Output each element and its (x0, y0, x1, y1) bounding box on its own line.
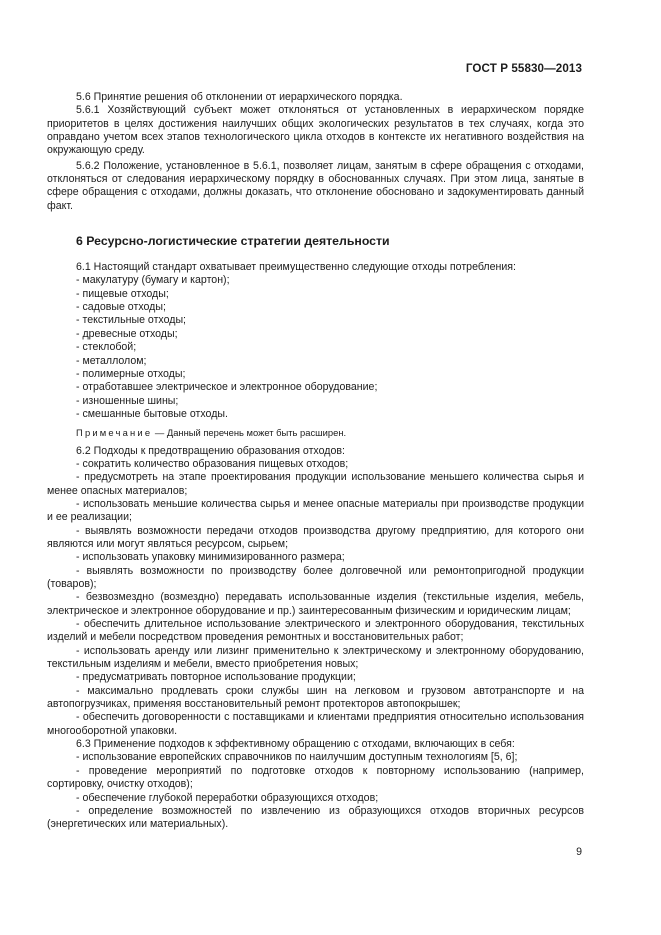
clause-6-2: 6.2 Подходы к предотвращению образования отходов: (76, 444, 345, 457)
clause-5-6-2: 5.6.2 Положение, установленное в 5.6.1, позволяет лицам, занятым в сфере обращения с отходами, отклоняться от следования иерархическому порядку в обоснованных случаях. При этом лица, занятые в сфере обращения с отходами, должны доказать, что отклонение обосновано и задокументировать данный факт. (47, 159, 584, 212)
prevention-item: - безвозмездно (возмездно) передавать использованные изделия (текстильные изделия, мебель, электрическое и электронное оборудование и пр.) заинтересованным физическим и юридическим лицам; (47, 591, 584, 617)
clause-5-6-1: 5.6.1 Хозяйствующий субъект может отклоняться от установленных в иерархическом порядке приоритетов в целях достижения наилучших общих экологических результатов в тех случаях, когда это оправдано учетом всех этапов технологического цикла отходов в контексте их негативного воздействия на окружающую среду. (47, 104, 584, 157)
waste-list (47, 274, 584, 421)
waste-item: - полимерные отходы; (76, 367, 186, 380)
management-item: - использование европейских справочников по наилучшим доступным технологиям [5, 6]; (76, 751, 518, 764)
waste-item: - макулатуру (бумагу и картон); (76, 274, 230, 287)
management-item: - определение возможностей по извлечению из образующихся отходов вторичных ресурсов (энергетических или материальных). (47, 804, 584, 831)
waste-item: - стеклобой; (76, 341, 137, 354)
waste-item: - металлолом; (76, 354, 147, 367)
clause-6-1: 6.1 Настоящий стандарт охватывает преимущественно следующие отходы потребления: (76, 261, 516, 274)
section-6-heading: 6 Ресурсно-логистические стратегии деятельности (76, 234, 390, 249)
waste-item: - отработавшее электрическое и электронное оборудование; (76, 381, 378, 394)
waste-item: - смешанные бытовые отходы. (76, 407, 228, 420)
management-list (47, 751, 584, 831)
prevention-item: - обеспечить длительное использование электрического и электронного оборудования, текстильных изделий и мебели посредством проведения ремонтных и восстановительных работ; (47, 618, 584, 644)
waste-item: - древесные отходы; (76, 327, 178, 340)
note (47, 426, 584, 439)
management-item: - обеспечение глубокой переработки образующихся отходов; (76, 791, 379, 804)
prevention-item: - сократить количество образования пищевых отходов; (76, 457, 349, 470)
waste-item: - пищевые отходы; (76, 287, 169, 300)
prevention-item: - использовать аренду или лизинг применительно к электрическому и электронному оборудованию, текстильным изделиям и мебели, вместо приобретения новых; (47, 644, 584, 671)
prevention-item: - предусмотреть на этапе проектирования продукции использование меньшего количества сырья и менее опасных материалов; (47, 471, 584, 497)
page-content (47, 91, 584, 832)
standard-number: ГОСТ Р 55830—2013 (465, 62, 582, 75)
clause-5-6: 5.6 Принятие решения об отклонении от иерархического порядка. (76, 91, 403, 103)
waste-item: - изношенные шины; (76, 394, 179, 407)
prevention-item: - предусматривать повторное использование продукции; (76, 671, 356, 684)
prevention-item: - использовать меньшие количества сырья и менее опасные материалы при производстве продукции и ее реализации; (47, 497, 584, 524)
prevention-item: - максимально продлевать сроки службы шин на легковом и грузовом автотранспорте и на автопогрузчиках, применяя восстановительный ремонт протекторов автопокрышек; (47, 684, 584, 711)
waste-item: - текстильные отходы; (76, 314, 187, 327)
page-number: 9 (576, 846, 582, 858)
prevention-item: - использовать упаковку минимизированного размера; (76, 551, 345, 564)
prevention-item: - обеспечить договоренности с поставщиками и клиентами предприятия относительно использования многооборотной упаковки. (47, 711, 584, 737)
waste-item: - садовые отходы; (76, 301, 166, 314)
management-item: - проведение мероприятий по подготовке отходов к повторному использованию (например, сортировку, очистку отходов); (47, 764, 584, 791)
note-text: — Данный перечень может быть расширен. (152, 427, 347, 439)
prevention-item: - выявлять возможности по производству более долговечной или ремонтопригодной продукции (товаров); (47, 564, 584, 590)
note-label: Примечание (76, 427, 153, 439)
prevention-item: - выявлять возможности передачи отходов производства другому предприятию, для которого они являются или могут являться ресурсом, сырьем; (47, 524, 584, 550)
clause-6-3: 6.3 Применение подходов к эффективному обращению с отходами, включающих в себя: (76, 738, 515, 751)
prevention-list (47, 458, 584, 738)
